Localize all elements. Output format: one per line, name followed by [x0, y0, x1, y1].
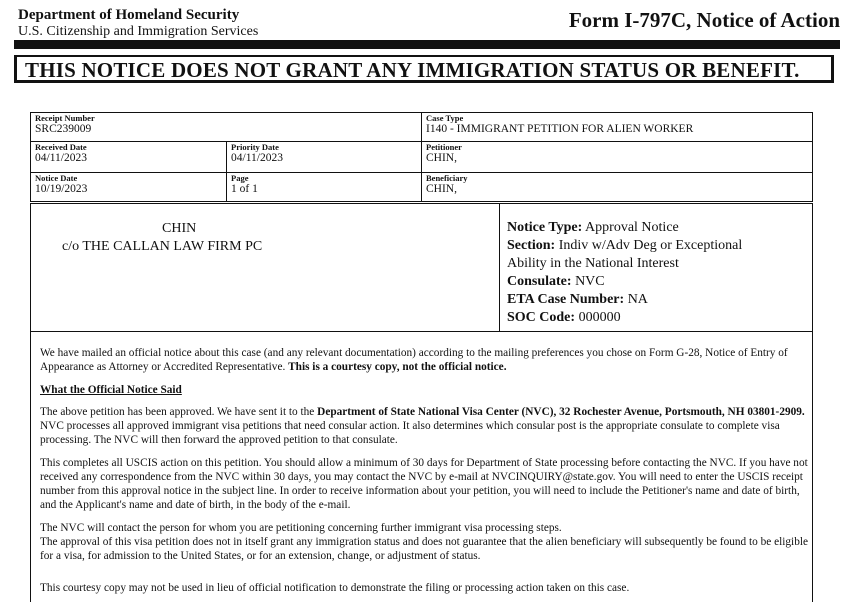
- courtesy-text: We have mailed an official notice about this case (and any relevant documentation) according to the mailing preferences you chose on Form G-28, Notice of Entry of Appearance as Attorney or Accredited Representative.: [40, 347, 788, 373]
- consulate-label: Consulate:: [507, 274, 572, 289]
- nvc-contact-paragraph: [40, 521, 808, 563]
- nvc-contact-text: The NVC will contact the person for whom you are petitioning concerning further immigrant visa processing steps.: [40, 522, 562, 534]
- soc-value: 000000: [578, 310, 621, 325]
- receipt-number-value: SRC239009: [35, 123, 92, 135]
- section-value: Indiv w/Adv Deg or Exceptional: [558, 238, 743, 253]
- receipt-number-label: Receipt Number: [35, 113, 95, 123]
- case-type-field: [422, 113, 812, 141]
- consulate-line: [507, 273, 605, 291]
- address-divider: [499, 203, 500, 331]
- courtesy-paragraph: [40, 346, 808, 374]
- sub-agency-name: U.S. Citizenship and Immigration Services: [18, 24, 259, 39]
- eta-line: [507, 291, 648, 309]
- received-date-field: [31, 142, 226, 172]
- beneficiary-value: CHIN,: [426, 183, 457, 195]
- page-value: 1 of 1: [231, 183, 258, 195]
- header-rule: [14, 40, 840, 49]
- received-date-value: 04/11/2023: [35, 152, 87, 164]
- section-line: [507, 237, 742, 255]
- courtesy-copy-paragraph: This courtesy copy may not be used in lieu of official notification to demonstrate the filing or processing action taken on this case.: [40, 582, 630, 594]
- soc-label: SOC Code:: [507, 310, 576, 325]
- notice-type-line: [507, 219, 679, 237]
- section-label: Section:: [507, 238, 556, 253]
- official-notice-heading: What the Official Notice Said: [40, 384, 182, 396]
- approval-paragraph: [40, 405, 808, 447]
- case-type-label: Case Type: [426, 113, 464, 123]
- eta-value: NA: [627, 292, 648, 307]
- eta-label: ETA Case Number:: [507, 292, 625, 307]
- priority-date-field: [227, 142, 421, 172]
- section-value-cont: Ability in the National Interest: [507, 256, 679, 271]
- page-label: Page: [231, 173, 249, 183]
- priority-date-value: 04/11/2023: [231, 152, 283, 164]
- banner-text: THIS NOTICE DOES NOT GRANT ANY IMMIGRATION STATUS OR BENEFIT.: [25, 58, 800, 82]
- page-field: [227, 173, 421, 201]
- courtesy-emphasis: This is a courtesy copy, not the official notice.: [288, 361, 507, 373]
- agency-name: Department of Homeland Security: [18, 7, 240, 23]
- petitioner-value: CHIN,: [426, 152, 457, 164]
- petitioner-label: Petitioner: [426, 142, 462, 152]
- notice-type-value: Approval Notice: [585, 220, 679, 235]
- section-divider: [30, 331, 813, 332]
- approval-text-cont: NVC processes all approved immigrant visa petitions that need consular action. It also determines which consular post is the appropriate consulate to complete visa processing. The NVC will then forward the approved petition to that consulate.: [40, 420, 780, 446]
- soc-line: [507, 309, 621, 327]
- status-banner: [14, 55, 834, 83]
- notice-date-value: 10/19/2023: [35, 183, 88, 195]
- notice-date-field: [31, 173, 226, 201]
- receipt-number-field: [31, 113, 421, 141]
- priority-date-label: Priority Date: [231, 142, 279, 152]
- disclaimer-text: The approval of this visa petition does not in itself grant any immigration status and does not guarantee that the alien beneficiary will subsequently be found to be eligible for a visa, for admission to the United States, or for an extension, change, or adjustment of status.: [40, 536, 808, 562]
- case-info-grid: [30, 112, 813, 202]
- completion-paragraph: This completes all USCIS action on this petition. You should allow a minimum of 30 days for Department of State processing before contacting the NVC. If you have not received any correspondence from the NVC within 30 days, you may contact the NVC by e-mail at NVCINQUIRY@state.gov. You will need to enter the USCIS receipt number from this approval notice in the subject line. In order to receive information about your petition, you will need to include the Petitioner's name and date of birth, and the Applicant's name and date of birth, in the body of the e-mail.: [40, 457, 808, 511]
- beneficiary-label: Beneficiary: [426, 173, 468, 183]
- received-date-label: Received Date: [35, 142, 87, 152]
- addressee-name: CHIN: [162, 221, 197, 236]
- notice-type-label: Notice Type:: [507, 220, 583, 235]
- nvc-address: Department of State National Visa Center (NVC), 32 Rochester Avenue, Portsmouth, NH 03801-2909.: [317, 406, 805, 418]
- case-type-value: I140 - IMMIGRANT PETITION FOR ALIEN WORKER: [426, 123, 694, 135]
- addressee-care-of: c/o THE CALLAN LAW FIRM PC: [62, 239, 263, 254]
- petitioner-field: [422, 142, 812, 172]
- beneficiary-field: [422, 173, 812, 201]
- consulate-value: NVC: [575, 274, 605, 289]
- section-line-2: [507, 255, 679, 273]
- form-title: Form I-797C, Notice of Action: [568, 8, 840, 32]
- notice-date-label: Notice Date: [35, 173, 78, 183]
- approval-text: The above petition has been approved. We have sent it to the: [40, 406, 315, 418]
